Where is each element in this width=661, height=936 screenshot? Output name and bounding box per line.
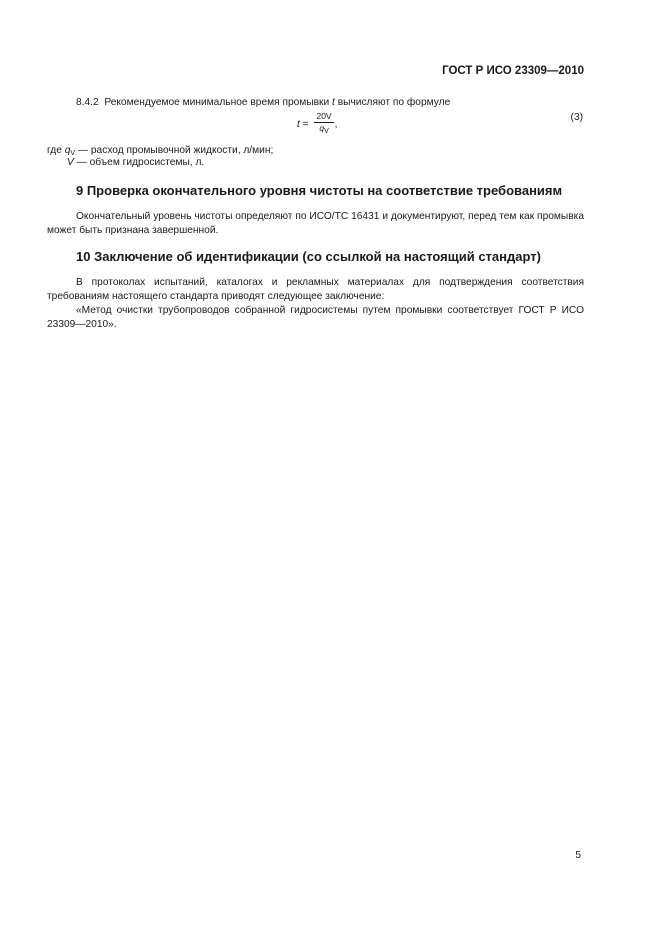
formula-lhs: t (297, 118, 300, 130)
v-symbol: V (67, 157, 74, 168)
section-9-heading: 9 Проверка окончательного уровня чистоты на соответствие требованиям (76, 183, 563, 198)
formula-3 (297, 111, 337, 137)
qv-sub: V (70, 150, 76, 157)
formula-equals: = (299, 118, 312, 130)
where-prefix: где (47, 145, 65, 156)
v-description: — объем гидросистемы, л. (73, 157, 205, 168)
qv-description: — расход промывочной жидкости, л/мин; (75, 145, 274, 156)
equation-number: (3) (570, 112, 583, 123)
variable-t: t (332, 97, 335, 108)
page-number: 5 (575, 850, 581, 861)
formula-fraction (314, 111, 333, 137)
formula-denominator-symbol: q (319, 123, 325, 133)
formula-denominator-sub: V (324, 128, 329, 135)
where-v-line (67, 156, 204, 170)
section-9-paragraph: Окончательный уровень чистоты определяют по ИСО/ТС 16431 и документируют, перед тем как промывка может быть признана завершенной. (47, 211, 584, 236)
formula-trailing: , (334, 118, 338, 130)
formula-denominator (317, 123, 330, 137)
document-header-code: ГОСТ Р ИСО 23309—2010 (442, 65, 584, 77)
section-10-heading: 10 Заключение об идентификации (со ссылкой на настоящий стандарт) (76, 249, 541, 264)
clause-text-after: вычисляют по формуле (334, 97, 451, 108)
section-10-paragraph-1: В протоколах испытаний, каталогах и рекламных материалах для подтверждения соответствия требованиям настоящего стандарта приводят следующее заключение: (47, 277, 584, 302)
qv-symbol: q (64, 145, 71, 156)
section-10-paragraph-2: «Метод очистки трубопроводов собранной гидросистемы путем промывки соответствует ГОСТ Р ИСО 23309—2010». (47, 305, 584, 330)
clause-text-before: Рекомендуемое минимальное время промывки (104, 97, 333, 108)
clause-number: 8.4.2 (76, 97, 99, 108)
clause-8-4-2 (76, 96, 450, 110)
formula-numerator: 20V (316, 111, 332, 121)
